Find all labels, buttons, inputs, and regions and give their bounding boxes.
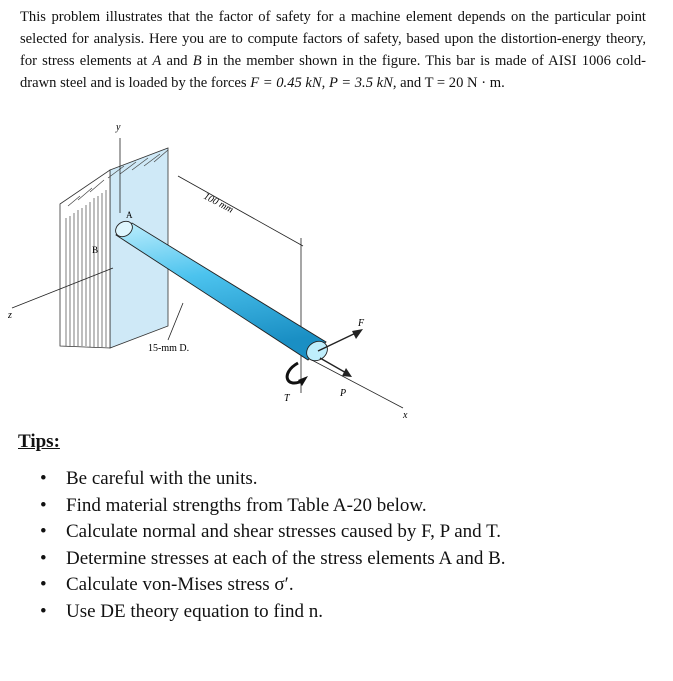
tip-item: • Calculate von-Mises stress σ′. xyxy=(38,573,506,600)
point-b-label: B xyxy=(92,245,99,255)
tip-item: • Determine stresses at each of the stress elements A and B. xyxy=(38,547,506,574)
diameter-leader xyxy=(168,303,183,340)
force-p-label: P xyxy=(340,388,347,399)
torque-t-value: T = 20 N · m xyxy=(424,75,502,91)
conjunction: , and xyxy=(392,75,425,91)
problem-statement xyxy=(20,6,646,94)
point-a-label: A xyxy=(126,210,133,220)
tip-item: • Find material strengths from Table A-20 below. xyxy=(38,494,506,521)
dim-label: 100 mm xyxy=(201,190,235,216)
point-b-ref: B xyxy=(192,53,202,69)
dim-line xyxy=(178,176,303,246)
y-axis-label: y xyxy=(116,122,121,133)
problem-text-3: in the member shown in the figure. This bar is made of AISI 1006 cold-drawn steel and is loaded by the forces xyxy=(20,53,646,91)
tip-item: • Be careful with the units. xyxy=(38,467,506,494)
torque-arrowhead xyxy=(298,376,308,386)
x-axis xyxy=(308,358,403,408)
force-p-arrowhead xyxy=(342,368,352,377)
cantilever-figure xyxy=(8,118,428,428)
tip-item: • Use DE theory equation to find n. xyxy=(38,600,506,627)
wall-side xyxy=(60,170,110,348)
point-a-ref: A xyxy=(152,53,162,69)
problem-text-1: This problem illustrates that the factor of safety for a machine element depends on the particular point selected for analysis. Here you are to compute factors of safety, based upon the distortion-energy theory, for stress elements at xyxy=(20,9,646,69)
tips-list xyxy=(38,467,506,626)
problem-text-2: and xyxy=(161,53,193,69)
tip-item: • Calculate normal and shear stresses caused by F, P and T. xyxy=(38,520,506,547)
force-p-value: P = 3.5 kN xyxy=(328,75,393,91)
force-f-arrowhead xyxy=(352,329,363,339)
x-axis-label: x xyxy=(403,410,408,421)
separator: , xyxy=(321,75,329,91)
force-f-label: F xyxy=(358,318,365,329)
z-axis-label: z xyxy=(8,310,12,321)
force-f-value: F = 0.45 kN xyxy=(250,75,322,91)
diameter-label: 15-mm D. xyxy=(148,343,190,354)
tips-title: Tips: xyxy=(18,431,60,452)
period: . xyxy=(501,75,505,91)
torque-label: T xyxy=(284,393,290,404)
